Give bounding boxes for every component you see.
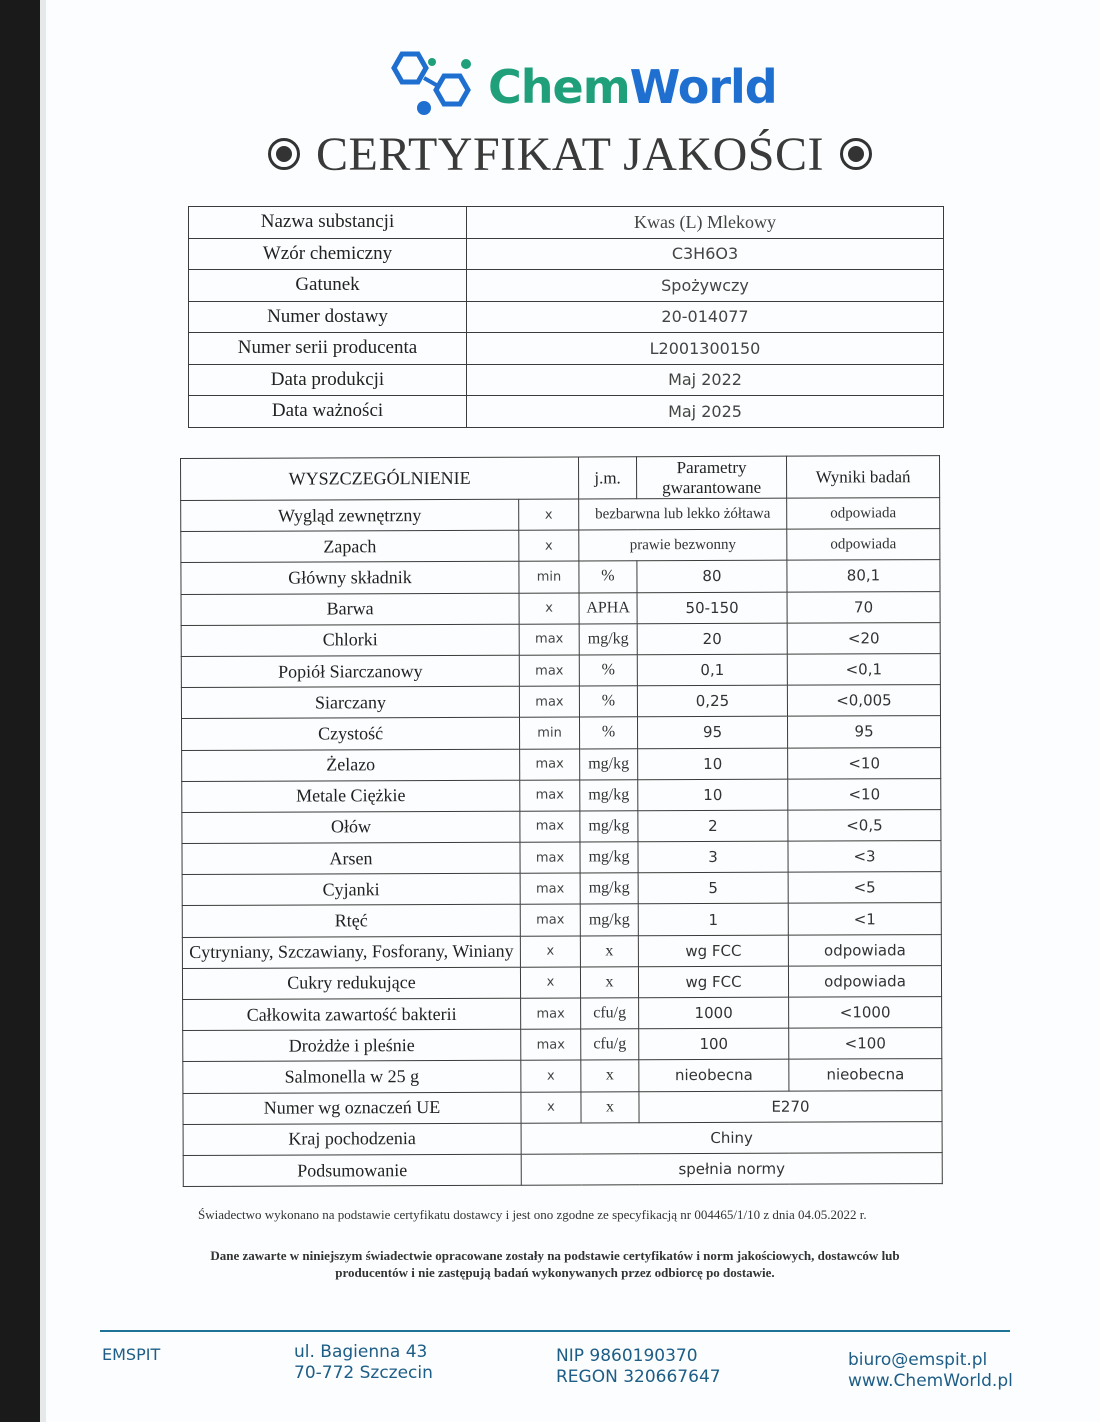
spec-value: Chiny bbox=[521, 1121, 942, 1154]
spec-name: Salmonella w 25 g bbox=[183, 1061, 521, 1093]
spec-result: <0,5 bbox=[788, 809, 941, 841]
spec-qualifier: max bbox=[520, 842, 580, 873]
certificate-statement: Świadectwo wykonano na podstawie certyfikatu dostawcy i jest ono zgodne ze specyfikacją nr 004465/1/10 z dnia 04.05.2022 r. bbox=[198, 1207, 867, 1222]
info-value: 20-014077 bbox=[467, 301, 944, 333]
info-label: Nazwa substancji bbox=[189, 207, 467, 239]
spec-result: 80,1 bbox=[787, 560, 940, 592]
spec-qualifier: x bbox=[519, 499, 579, 530]
spec-qualifier: x bbox=[519, 593, 579, 624]
spec-row bbox=[183, 1059, 942, 1093]
spec-row bbox=[181, 654, 940, 688]
spec-param: 80 bbox=[637, 561, 787, 593]
spec-param: prawie bezwonny bbox=[579, 529, 787, 561]
spec-qualifier: max bbox=[520, 811, 580, 842]
info-value: C3H6O3 bbox=[467, 238, 944, 270]
info-label: Data produkcji bbox=[189, 364, 467, 396]
footer-regon: REGON 320667647 bbox=[556, 1367, 721, 1387]
info-label: Data ważności bbox=[189, 396, 467, 428]
info-label: Gatunek bbox=[189, 270, 467, 302]
spec-result: odpowiada bbox=[787, 498, 940, 530]
substance-info-row bbox=[189, 270, 944, 302]
logo-word-world: World bbox=[629, 60, 777, 114]
spec-name: Żelazo bbox=[182, 749, 520, 781]
spec-qualifier: x bbox=[521, 1092, 581, 1123]
spec-unit: mg/kg bbox=[580, 811, 638, 842]
spec-param: 1000 bbox=[639, 997, 789, 1029]
spec-row bbox=[181, 498, 940, 532]
spec-unit: x bbox=[580, 967, 638, 998]
molecule-icon bbox=[380, 50, 484, 120]
spec-unit: APHA bbox=[579, 592, 637, 623]
spec-unit: % bbox=[579, 561, 637, 592]
info-label: Wzór chemiczny bbox=[189, 238, 467, 270]
spec-row bbox=[182, 903, 941, 937]
spec-name: Siarczany bbox=[181, 686, 519, 718]
footer-company: EMSPIT bbox=[102, 1345, 161, 1364]
title-text: CERTYFIKAT JAKOŚCI bbox=[316, 127, 824, 181]
spec-unit: mg/kg bbox=[580, 842, 638, 873]
spec-param: 95 bbox=[637, 716, 787, 748]
spec-row bbox=[182, 872, 941, 906]
spec-value: E270 bbox=[639, 1090, 942, 1122]
footer-tax-ids bbox=[556, 1346, 721, 1388]
spec-row bbox=[181, 529, 940, 563]
spec-result: <10 bbox=[788, 747, 941, 779]
scan-left-edge bbox=[0, 0, 40, 1422]
chemworld-logo bbox=[380, 50, 780, 120]
spec-result: 95 bbox=[787, 716, 940, 748]
logo-wordmark bbox=[488, 60, 777, 114]
header-item: WYSZCZEGÓLNIENIE bbox=[181, 457, 579, 501]
spec-name: Całkowita zawartość bakterii bbox=[183, 998, 521, 1030]
spec-result: 70 bbox=[787, 591, 940, 623]
spec-param: 50-150 bbox=[637, 592, 787, 624]
spec-unit: mg/kg bbox=[580, 748, 638, 779]
info-value: Spożywczy bbox=[467, 270, 944, 302]
spec-unit: mg/kg bbox=[580, 779, 638, 810]
spec-unit: mg/kg bbox=[579, 623, 637, 654]
spec-name: Rtęć bbox=[182, 905, 520, 937]
spec-name: Cyjanki bbox=[182, 873, 520, 905]
spec-name: Ołów bbox=[182, 811, 520, 843]
footer-contact bbox=[848, 1350, 1013, 1392]
spec-unit: x bbox=[581, 1060, 639, 1091]
substance-info-row bbox=[189, 207, 944, 239]
spec-name: Cukry redukujące bbox=[182, 967, 520, 999]
spec-param: nieobecna bbox=[639, 1060, 789, 1092]
spec-row bbox=[181, 622, 940, 656]
spec-row bbox=[183, 997, 942, 1031]
info-value: Kwas (L) Mlekowy bbox=[467, 207, 944, 239]
spec-row bbox=[182, 747, 941, 781]
spec-row bbox=[181, 685, 940, 719]
spec-name: Arsen bbox=[182, 842, 520, 874]
spec-qualifier: min bbox=[519, 717, 579, 748]
spec-name: Popiół Siarczanowy bbox=[181, 655, 519, 687]
document-title bbox=[240, 124, 900, 184]
spec-name: Numer wg oznaczeń UE bbox=[183, 1092, 521, 1124]
spec-qualifier: max bbox=[520, 748, 580, 779]
spec-name: Czystość bbox=[182, 718, 520, 750]
spec-qualifier: max bbox=[519, 655, 579, 686]
spec-result: <3 bbox=[788, 841, 941, 873]
spec-unit: cfu/g bbox=[581, 1029, 639, 1060]
spec-unit: % bbox=[579, 717, 637, 748]
substance-info-row bbox=[189, 333, 944, 365]
spec-result: <0,1 bbox=[787, 654, 940, 686]
spec-unit: % bbox=[579, 686, 637, 717]
spec-param: 2 bbox=[638, 810, 788, 842]
spec-param: bezbarwna lub lekko żółtawa bbox=[579, 498, 787, 530]
spec-qualifier: max bbox=[520, 904, 580, 935]
footer-website[interactable]: www.ChemWorld.pl bbox=[848, 1371, 1013, 1391]
spec-param: 10 bbox=[638, 748, 788, 780]
spec-param: 0,25 bbox=[637, 685, 787, 717]
footer-divider bbox=[100, 1330, 1010, 1332]
info-label: Numer serii producenta bbox=[189, 333, 467, 365]
substance-info-row bbox=[189, 396, 944, 428]
spec-qualifier: max bbox=[520, 780, 580, 811]
spec-name: Kraj pochodzenia bbox=[183, 1123, 521, 1155]
spec-row bbox=[183, 1153, 942, 1187]
spec-row bbox=[183, 1028, 942, 1062]
spec-name: Wygląd zewnętrzny bbox=[181, 499, 519, 531]
spec-name: Metale Ciężkie bbox=[182, 780, 520, 812]
spec-result: nieobecna bbox=[789, 1059, 942, 1091]
spec-qualifier: x bbox=[520, 936, 580, 967]
spec-row bbox=[181, 591, 940, 625]
spec-row bbox=[182, 778, 941, 812]
spec-unit: mg/kg bbox=[580, 873, 638, 904]
spec-qualifier: max bbox=[519, 686, 579, 717]
spec-qualifier: x bbox=[520, 967, 580, 998]
spec-param: 3 bbox=[638, 841, 788, 873]
spec-qualifier: max bbox=[521, 998, 581, 1029]
spec-row bbox=[182, 716, 941, 750]
spec-qualifier: max bbox=[519, 624, 579, 655]
spec-name: Cytryniany, Szczawiany, Fosforany, Winiany bbox=[182, 936, 520, 968]
info-value: Maj 2025 bbox=[467, 396, 944, 428]
bullet-icon bbox=[840, 138, 872, 170]
substance-info-row bbox=[189, 238, 944, 270]
spec-unit: cfu/g bbox=[581, 998, 639, 1029]
spec-name: Chlorki bbox=[181, 624, 519, 656]
spec-qualifier: min bbox=[519, 561, 579, 592]
scan-edge-strip bbox=[40, 0, 46, 1422]
bullet-icon bbox=[268, 138, 300, 170]
specification-table bbox=[180, 455, 943, 1187]
spec-result: <10 bbox=[788, 778, 941, 810]
spec-name: Zapach bbox=[181, 530, 519, 562]
footer-city: 70-772 Szczecin bbox=[294, 1363, 433, 1383]
spec-qualifier: x bbox=[521, 1060, 581, 1091]
spec-param: 0,1 bbox=[637, 654, 787, 686]
substance-info-table bbox=[188, 206, 944, 428]
header-params: Parametry gwarantowane bbox=[636, 456, 786, 499]
spec-qualifier: max bbox=[521, 1029, 581, 1060]
spec-result: <1 bbox=[788, 903, 941, 935]
spec-unit: x bbox=[581, 1091, 639, 1122]
spec-qualifier: max bbox=[520, 873, 580, 904]
spec-value: spełnia normy bbox=[521, 1153, 942, 1186]
spec-param: wg FCC bbox=[638, 966, 788, 998]
disclaimer: Dane zawarte w niniejszym świadectwie opracowane zostały na podstawie certyfikatów i norm jakościowych, dostawców lub producentów i nie zastępują badań wykonywanych przez odbiorcę po dostawie. bbox=[210, 1248, 900, 1280]
footer-nip: NIP 9860190370 bbox=[556, 1346, 698, 1366]
spec-result: odpowiada bbox=[788, 965, 941, 997]
spec-row bbox=[181, 560, 940, 594]
spec-unit: % bbox=[579, 655, 637, 686]
spec-param: 20 bbox=[637, 623, 787, 655]
spec-param: wg FCC bbox=[638, 935, 788, 967]
spec-row bbox=[182, 965, 941, 999]
spec-name: Główny składnik bbox=[181, 562, 519, 594]
logo-word-chem: Chem bbox=[488, 60, 630, 114]
spec-row bbox=[182, 809, 941, 843]
spec-unit: mg/kg bbox=[580, 904, 638, 935]
header-unit: j.m. bbox=[578, 457, 636, 499]
substance-info-row bbox=[189, 364, 944, 396]
spec-name: Barwa bbox=[181, 593, 519, 625]
spec-name: Podsumowanie bbox=[183, 1154, 521, 1186]
footer-email[interactable]: biuro@emspit.pl bbox=[848, 1350, 988, 1370]
info-label: Numer dostawy bbox=[189, 301, 467, 333]
spec-unit: x bbox=[580, 935, 638, 966]
info-value: Maj 2022 bbox=[467, 364, 944, 396]
spec-param: 5 bbox=[638, 872, 788, 904]
spec-result: <0,005 bbox=[787, 685, 940, 717]
spec-result: <20 bbox=[787, 622, 940, 654]
spec-row bbox=[182, 841, 941, 875]
spec-row bbox=[182, 934, 941, 968]
header-results: Wyniki badań bbox=[786, 456, 939, 499]
footer-street: ul. Bagienna 43 bbox=[294, 1342, 428, 1362]
spec-name: Drożdże i pleśnie bbox=[183, 1029, 521, 1061]
substance-info-row bbox=[189, 301, 944, 333]
footer-address bbox=[294, 1342, 433, 1384]
spec-row bbox=[183, 1121, 942, 1155]
spec-qualifier: x bbox=[519, 530, 579, 561]
spec-param: 10 bbox=[638, 779, 788, 811]
spec-header-row bbox=[181, 456, 940, 501]
spec-result: <1000 bbox=[789, 997, 942, 1029]
spec-param: 100 bbox=[639, 1028, 789, 1060]
spec-row bbox=[183, 1090, 942, 1124]
spec-param: 1 bbox=[638, 904, 788, 936]
spec-result: odpowiada bbox=[787, 529, 940, 561]
info-value: L2001300150 bbox=[467, 333, 944, 365]
spec-result: <100 bbox=[789, 1028, 942, 1060]
spec-result: <5 bbox=[788, 872, 941, 904]
spec-result: odpowiada bbox=[788, 934, 941, 966]
